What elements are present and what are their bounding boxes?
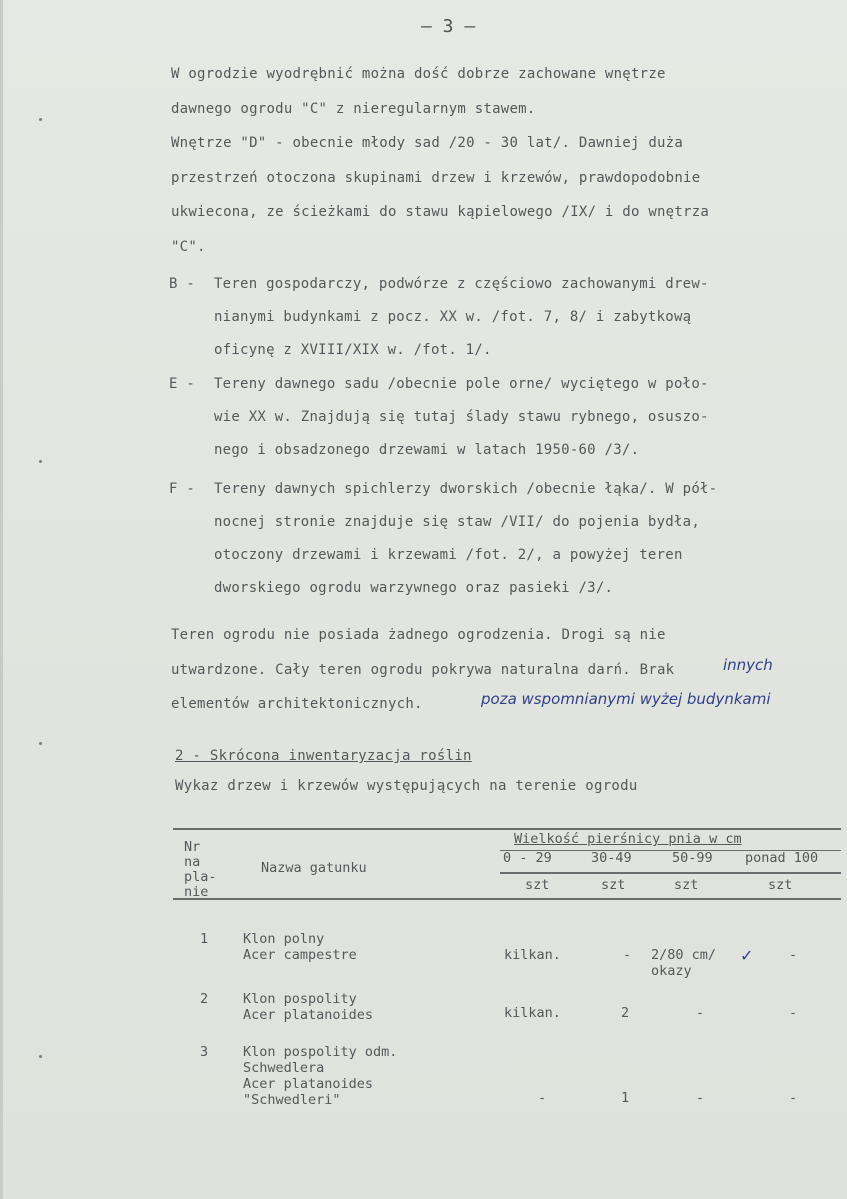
count-0-29: - bbox=[538, 1090, 547, 1106]
species-name: Klon pospolity odm. Schwedlera Acer platanoides "Schwedleri" bbox=[243, 1044, 398, 1108]
paragraph-interior-d: Wnętrze "D" - obecnie młody sad /20 - 30 lat/. Dawniej duża przestrzeń otoczona skupinami drzew i krzewów, prawdopodobnie ukwiecona, ze ścieżkami do stawu kąpielowego /IX/ i do wnętrza "C". bbox=[171, 135, 710, 255]
section-heading: 2 - Skrócona inwentaryzacja roślin bbox=[175, 748, 472, 764]
range-30-49: 30-49 bbox=[591, 850, 632, 866]
range-over-100: ponad 100 bbox=[745, 850, 819, 866]
margin-speck bbox=[39, 460, 42, 463]
row-number: 2 bbox=[200, 991, 209, 1007]
unit-label: szt bbox=[601, 877, 626, 893]
count-30-49: 2 bbox=[621, 1005, 630, 1021]
entry-key: F - bbox=[169, 481, 196, 497]
handwritten-note-innych: innych bbox=[723, 656, 773, 674]
table-top-rule bbox=[173, 828, 841, 830]
column-header-nr: Nr na pla- nie bbox=[184, 839, 217, 900]
count-over-100: - bbox=[789, 1090, 798, 1106]
margin-speck bbox=[39, 742, 42, 745]
margin-speck bbox=[39, 1055, 42, 1058]
unit-label: szt bbox=[674, 877, 699, 893]
unit-label: szt bbox=[768, 877, 793, 893]
species-name: Klon polny Acer campestre bbox=[243, 931, 357, 963]
entry-text: Teren gospodarczy, podwórze z częściowo zachowanymi drew- nianymi budynkami z pocz. XX w. /fot. 7, 8/ i zabytkową oficynę z XVIII/XIX w. /fot. 1/. bbox=[214, 276, 709, 358]
entry-key: B - bbox=[169, 276, 196, 292]
count-50-99: - bbox=[696, 1090, 705, 1106]
count-30-49: - bbox=[623, 947, 632, 963]
header-bottom-rule bbox=[173, 898, 841, 900]
range-50-99: 50-99 bbox=[672, 850, 713, 866]
count-over-100: - bbox=[789, 1005, 798, 1021]
paragraph-fencing: Teren ogrodu nie posiada żadnego ogrodzenia. Drogi są nie utwardzone. Cały teren ogrodu pokrywa naturalna darń. Brak elementów architektonicznych. bbox=[171, 627, 675, 712]
margin-speck bbox=[39, 118, 42, 121]
count-0-29: kilkan. bbox=[504, 1005, 561, 1021]
column-header-species: Nazwa gatunku bbox=[261, 860, 367, 876]
count-0-29: kilkan. bbox=[504, 947, 561, 963]
paragraph-interior-c: W ogrodzie wyodrębnić można dość dobrze zachowane wnętrze dawnego ogrodu "C" z nieregularnym stawem. bbox=[171, 66, 666, 117]
count-50-99: - bbox=[696, 1005, 705, 1021]
unit-label: szt bbox=[525, 877, 550, 893]
row-number: 1 bbox=[200, 931, 209, 947]
count-over-100: - bbox=[789, 947, 798, 963]
column-header-girth: Wielkość pierśnicy pnia w cm bbox=[514, 831, 742, 847]
range-0-29: 0 - 29 bbox=[503, 850, 552, 866]
handwritten-check-icon: ✓ bbox=[740, 946, 754, 965]
entry-key: E - bbox=[169, 376, 196, 392]
handwritten-note-buildings: poza wspomnianymi wyżej budynkami bbox=[481, 690, 771, 708]
page-number: – 3 – bbox=[421, 16, 476, 37]
species-name: Klon pospolity Acer platanoides bbox=[243, 991, 374, 1023]
count-50-99: 2/80 cm/ okazy bbox=[651, 947, 717, 979]
entry-text: Tereny dawnego sadu /obecnie pole orne/ wyciętego w poło- wie XX w. Znajdują się tutaj ślady stawu rybnego, osuszo- nego i obsadzonego drzewami w latach 1950-60 /3/. bbox=[214, 376, 709, 458]
entry-text: Tereny dawnych spichlerzy dworskich /obecnie łąka/. W pół- nocnej stronie znajduje się staw /VII/ do pojenia bydła, otoczony drzewami i krzewami /fot. 2/, a powyżej teren dworskiego ogrodu warzywnego oraz pasieki /3/. bbox=[214, 481, 718, 596]
ranges-rule bbox=[500, 872, 841, 874]
section-intro: Wykaz drzew i krzewów występujących na terenie ogrodu bbox=[175, 778, 638, 794]
row-number: 3 bbox=[200, 1044, 209, 1060]
count-30-49: 1 bbox=[621, 1090, 630, 1106]
